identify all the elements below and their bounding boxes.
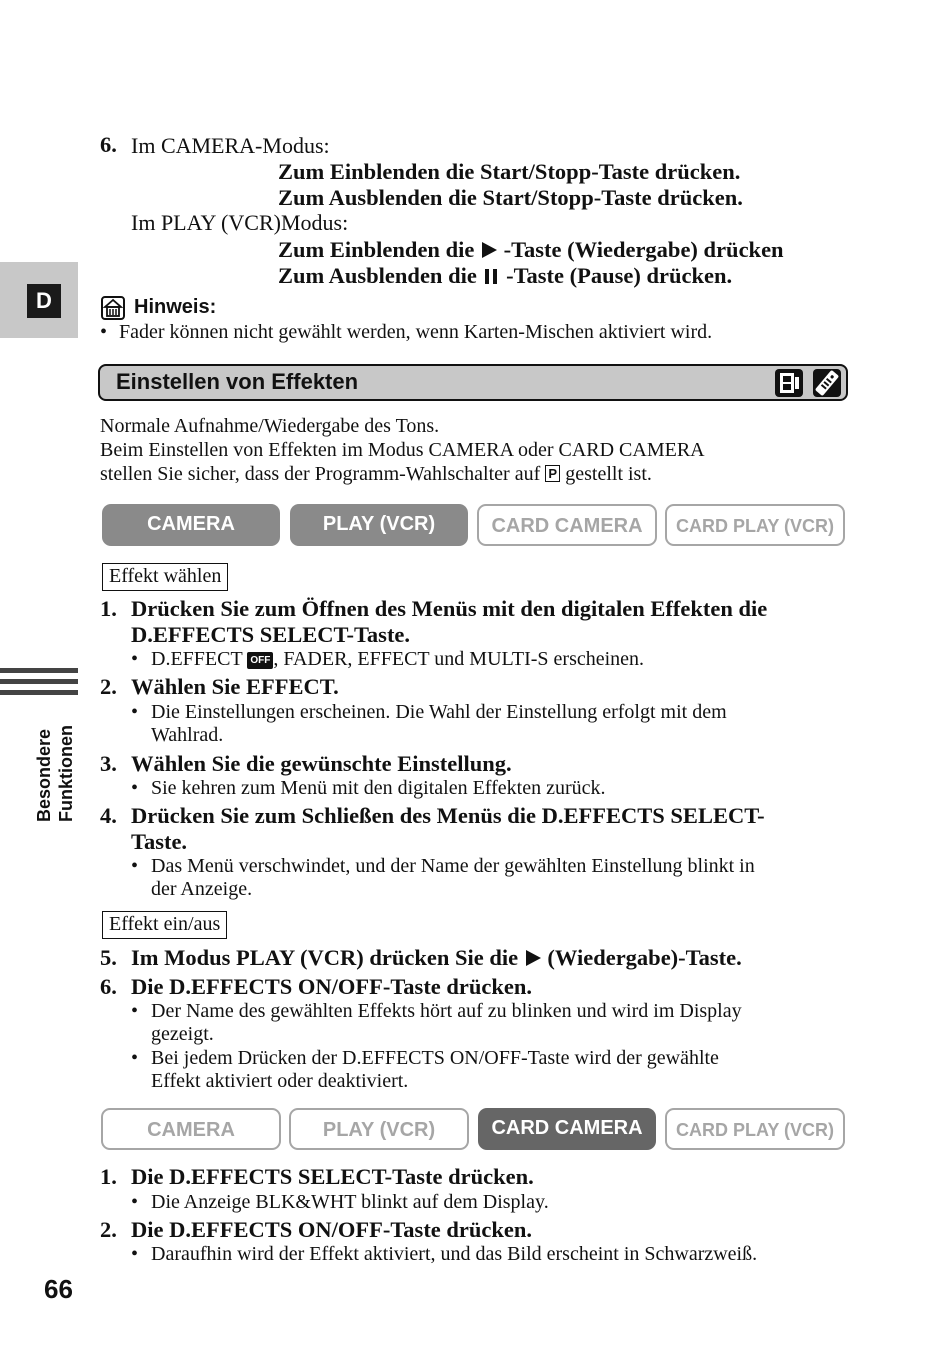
step-1-line-2: D.EFFECTS SELECT-Taste.	[131, 622, 411, 647]
bullet: •	[131, 648, 139, 670]
step-1-line-1: Drücken Sie zum Öffnen des Menüs mit den digitalen Effekten die	[131, 596, 768, 621]
step-6-bullet-2-line-1: Bei jedem Drücken der D.EFFECTS ON/OFF-Taste wird der gewählte	[151, 1047, 719, 1069]
card-step-1: Die D.EFFECTS SELECT-Taste drücken.	[131, 1164, 534, 1189]
note-text: Fader können nicht gewählt werden, wenn Karten-Mischen aktiviert wird.	[119, 321, 713, 343]
intro-line-3	[100, 462, 652, 486]
step-1-bullet-a: D.EFFECT	[151, 648, 243, 670]
step-number: 3.	[100, 751, 117, 776]
note-bullet: •	[100, 321, 108, 343]
mode-play-vcr: PLAY (VCR)	[289, 1108, 469, 1150]
step-4-line-2: Taste.	[131, 829, 188, 854]
step-6-bullet-1-line-2: gezeigt.	[151, 1023, 214, 1045]
section-title-line2: Funktionen	[56, 725, 76, 822]
step-6: Die D.EFFECTS ON/OFF-Taste drücken.	[131, 974, 533, 999]
card-step-2: Die D.EFFECTS ON/OFF-Taste drücken.	[131, 1217, 533, 1242]
camera-mode-label: Im CAMERA-Modus:	[131, 133, 330, 158]
section-title-vertical	[33, 725, 77, 822]
step-number: 2.	[100, 1217, 117, 1242]
mode-camera: CAMERA	[102, 504, 280, 546]
intro-line-2: Beim Einstellen von Effekten im Modus CAMERA oder CARD CAMERA	[100, 439, 705, 461]
language-tab-letter: D	[27, 284, 61, 318]
note-title: Hinweis:	[134, 296, 217, 318]
section-marker-line	[0, 668, 78, 673]
bullet: •	[131, 701, 139, 723]
page-number: 66	[44, 1274, 73, 1304]
play-fade-out-text-a: Zum Ausblenden die	[278, 263, 477, 288]
step-3: Wählen Sie die gewünschte Einstellung.	[131, 751, 512, 776]
off-indicator-icon: OFF	[247, 652, 273, 669]
step-1-bullet-b: , FADER, EFFECT und MULTI-S erscheinen.	[273, 648, 645, 670]
mode-card-play-vcr: CARD PLAY (VCR)	[665, 1108, 845, 1150]
intro-line-3a: stellen Sie sicher, dass der Programm-Wahlschalter auf	[100, 463, 541, 485]
intro-line-3b: gestellt ist.	[565, 463, 652, 485]
mode-play-vcr: PLAY (VCR)	[290, 504, 468, 546]
step-number: 6.	[100, 974, 117, 999]
bullet: •	[131, 855, 139, 877]
step-5-text-a: Im Modus PLAY (VCR) drücken Sie die	[131, 945, 519, 970]
step-2-bullet-line-1: Die Einstellungen erscheinen. Die Wahl der Einstellung erfolgt mit dem	[151, 701, 727, 723]
note-icon	[101, 296, 125, 320]
bullet: •	[131, 1191, 139, 1213]
bullet: •	[131, 1000, 139, 1022]
step-5-text-b: (Wiedergabe)-Taste.	[547, 945, 742, 970]
mode-card-camera: CARD CAMERA	[478, 1108, 656, 1150]
camera-fade-in: Zum Einblenden die Start/Stopp-Taste drücken.	[278, 159, 741, 184]
step-6-bullet-1-line-1: Der Name des gewählten Effekts hört auf zu blinken und wird im Display	[151, 1000, 742, 1022]
section-title: Einstellen von Effekten	[116, 369, 359, 394]
play-icon	[480, 241, 498, 259]
bullet: •	[131, 777, 139, 799]
mode-camera: CAMERA	[101, 1108, 281, 1150]
step-5	[131, 945, 851, 971]
mode-card-camera: CARD CAMERA	[477, 504, 657, 546]
card-step-1-bullet: Die Anzeige BLK&WHT blinkt auf dem Display.	[151, 1191, 549, 1213]
play-fade-in	[278, 237, 784, 263]
bullet: •	[131, 1243, 139, 1265]
camcorder-icon	[774, 368, 804, 398]
step-4-bullet-line-1: Das Menü verschwindet, und der Name der gewählten Einstellung blinkt in	[151, 855, 755, 877]
intro-line-1: Normale Aufnahme/Wiedergabe des Tons.	[100, 415, 440, 437]
step-2-bullet-line-2: Wahlrad.	[151, 724, 224, 746]
remote-control-icon	[812, 368, 842, 398]
step-number: 6.	[100, 132, 117, 157]
bullet: •	[131, 1047, 139, 1069]
step-3-bullet: Sie kehren zum Menü mit den digitalen Effekten zurück.	[151, 777, 606, 799]
play-fade-out	[278, 263, 732, 289]
step-2: Wählen Sie EFFECT.	[131, 674, 339, 699]
program-p-symbol: P	[545, 465, 560, 482]
section-marker-line	[0, 690, 78, 695]
play-fade-in-text-a: Zum Einblenden die	[278, 237, 475, 262]
camera-fade-out: Zum Ausblenden die Start/Stopp-Taste drücken.	[278, 185, 743, 210]
play-mode-label: Im PLAY (VCR)Modus:	[131, 210, 349, 235]
step-number: 1.	[100, 596, 117, 621]
step-1-bullet	[151, 647, 841, 671]
step-number: 1.	[100, 1164, 117, 1189]
play-fade-out-text-b: -Taste (Pause) drücken.	[506, 263, 733, 288]
play-icon	[524, 949, 542, 967]
step-6-bullet-2-line-2: Effekt aktiviert oder deaktiviert.	[151, 1070, 409, 1092]
card-step-2-bullet: Daraufhin wird der Effekt aktiviert, und das Bild erscheint in Schwarzweiß.	[151, 1243, 758, 1265]
step-number: 2.	[100, 674, 117, 699]
step-number: 4.	[100, 803, 117, 828]
section-title-line1: Besondere	[34, 728, 54, 822]
pause-icon	[482, 267, 500, 285]
step-4-bullet-line-2: der Anzeige.	[151, 878, 253, 900]
play-fade-in-text-b: -Taste (Wiedergabe) drücken	[503, 237, 784, 262]
step-4-line-1: Drücken Sie zum Schließen des Menüs die D.EFFECTS SELECT-	[131, 803, 765, 828]
step-number: 5.	[100, 945, 117, 970]
section-marker-line	[0, 679, 78, 684]
subsection-label-toggle: Effekt ein/aus	[102, 911, 227, 939]
subsection-label-select: Effekt wählen	[102, 563, 228, 591]
mode-card-play-vcr: CARD PLAY (VCR)	[665, 504, 845, 546]
